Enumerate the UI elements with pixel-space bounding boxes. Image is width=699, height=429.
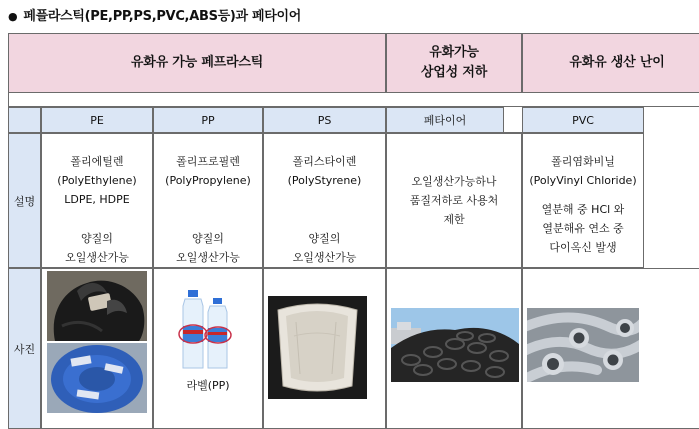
ps-container-photo (268, 296, 367, 399)
desc-pp: 폴리프로필렌 (PolyPropylene) 양질의 오일생산가능 (153, 133, 263, 268)
pe-bag-photo (47, 271, 147, 341)
type-pvc: PVC (522, 107, 644, 133)
row-label-photo: 사진 (8, 268, 41, 429)
pp-caption: 라벨(PP) (186, 379, 230, 392)
row-label-empty (8, 107, 41, 133)
row-label-desc: 설명 (8, 133, 41, 268)
type-tire: 페타이어 (386, 107, 504, 133)
desc-tire: 오일생산가능하나 품질저하로 사용처 제한 (386, 133, 522, 268)
header-possible: 유화유 가능 페프라스틱 (8, 33, 386, 93)
spacer-row (8, 93, 699, 107)
pvc-pipes-photo (527, 308, 639, 382)
header-low-commercial: 유화가능 상업성 저하 (386, 33, 522, 93)
tire-pile-photo (391, 308, 519, 382)
desc-pe: 폴리에틸렌 (PolyEthylene) LDPE, HDPE 양질의 오일생산가능 (41, 133, 153, 268)
pe-bottlecap-photo (47, 343, 147, 413)
header-hard: 유화유 생산 난이 (522, 33, 699, 93)
type-pe: PE (41, 107, 153, 133)
bullet-icon: ● (8, 10, 18, 23)
page-title: ● 페플라스틱(PE,PP,PS,PVC,ABS등)과 페타이어 (8, 9, 302, 24)
pp-bottles-photo (175, 290, 245, 370)
desc-ps: 폴리스타이렌 (PolyStyrene) 양질의 오일생산가능 (263, 133, 386, 268)
type-ps: PS (263, 107, 386, 133)
type-pp: PP (153, 107, 263, 133)
desc-pvc: 폴리염화비닐 (PolyVinyl Chloride) 열분해 중 HCl 와 열분해유 연소 중 다이옥신 발생 (522, 133, 644, 268)
